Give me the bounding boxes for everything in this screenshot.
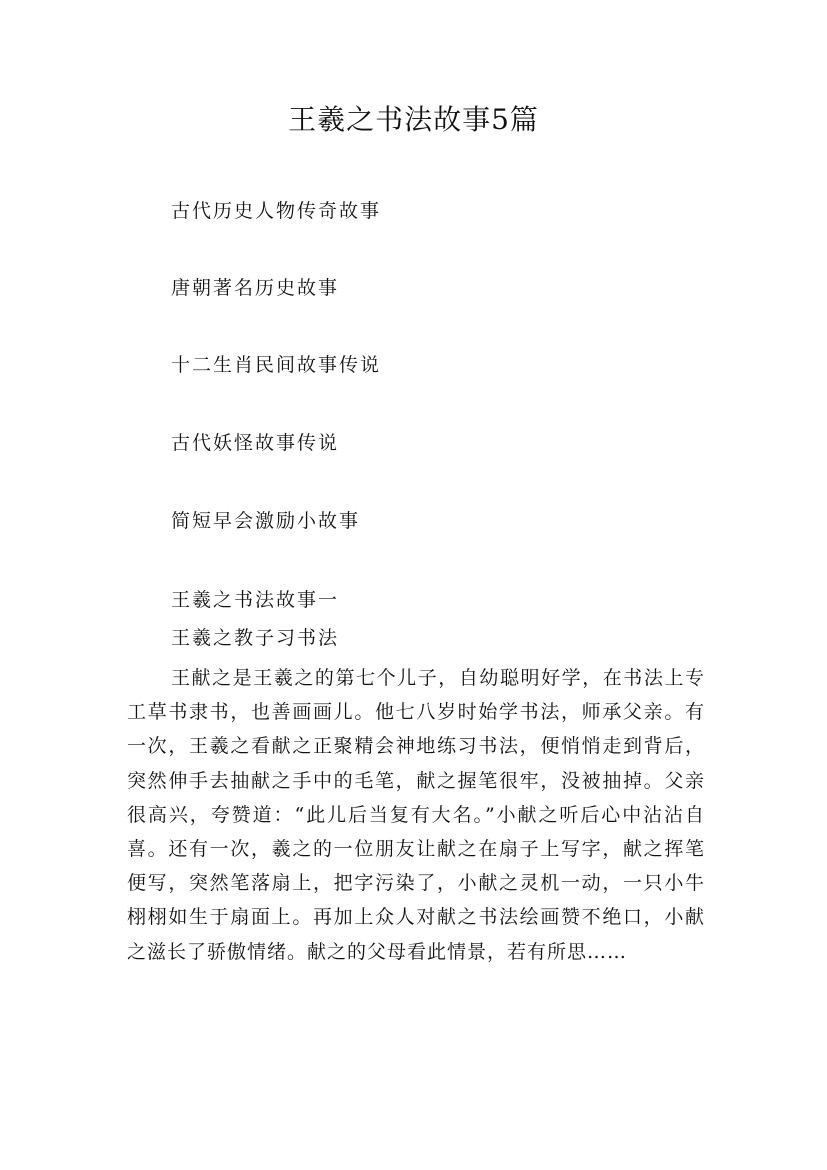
story-title: 王羲之教子习书法 [171, 627, 340, 649]
related-link-4[interactable]: 古代妖怪故事传说 [171, 432, 340, 454]
related-link-1[interactable]: 古代历史人物传奇故事 [171, 200, 382, 222]
document-title: 王羲之书法故事5篇 [288, 103, 539, 136]
related-link-3[interactable]: 十二生肖民间故事传说 [171, 354, 382, 376]
related-link-2[interactable]: 唐朝著名历史故事 [171, 277, 340, 299]
story-paragraph: 王献之是王羲之的第七个儿子，自幼聪明好学，在书法上专工草书隶书，也善画画儿。他七八岁时始学书法，师承父亲。有一次，王羲之看献之正聚精会神地练习书法，便悄悄走到背后，突然伸手去抽献之手中的毛笔，献之握笔很牢，没被抽掉。父亲很高兴，夸赞道：“此儿后当复有大名。”小献之听后心中沾沾自喜。还有一次，羲之的一位朋友让献之在扇子上写字，献之挥笔便写，突然笔落扇上，把字污染了，小献之灵机一动，一只小牛栩栩如生于扇面上。再加上众人对献之书法绘画赞不绝口，小献之滋长了骄傲情绪。献之的父母看此情景，若有所思…… [127, 667, 705, 963]
related-link-5[interactable]: 简短早会激励小故事 [171, 510, 361, 532]
section-heading: 王羲之书法故事一 [171, 589, 340, 611]
